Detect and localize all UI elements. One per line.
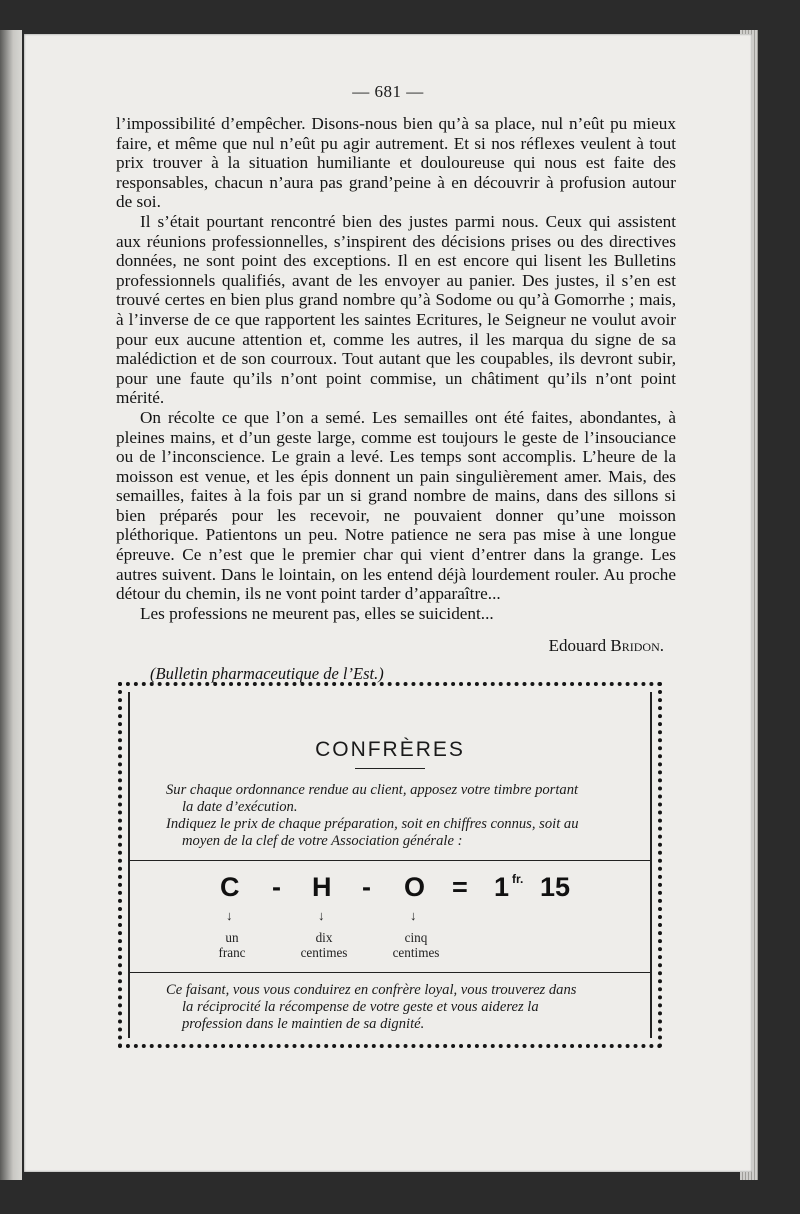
paragraph: On récolte ce que l’on a semé. Les semailles ont été faites, abondantes, à pleines mains, et d’un geste large, comme est toujours le geste de l’insouciance ou de l’inconscience. Le grain a levé. Les temps sont accomplis. L’heure de la moisson est venue, et les épis donnent un pain singulièrement amer. Mais, des semailles, faites à la fois par un si grand nombre de mains, dans des sillons si bien préparés pour les recevoir, ne pouvaient donner qu’une moisson pléthorique. Patientons un peu. Notre patience ne sera pas mise à une longue épreuve. Ce n’est que le premier char qui vient d’entrer dans la grange. Les autres suivent. Dans le lointain, on les entend déjà lourdement rouler. Au proche détour du chemin, ils ne vont point tarder d’apparaître... <box>116 407 676 604</box>
paragraph: Il s’était pourtant rencontré bien des justes parmi nous. Ceux qui assistent aux réunions professionnelles, s’inspirent des décisions prises ou des directives données, ne sont point des exceptions. Il en est encore qui lisent les Bulletins professionnels qualifiés, avant de les envoyer au panier. Des justes, il s’en est trouvé certes en bien plus grand nombre qu’à Sodome ou qu’à Gomorrhe ; mais, à l’inverse de ce que rapportent les saintes Ecritures, le Seigneur ne voulut avoir pour eux aucune attention et, comme les autres, il les marqua du signe de sa malédiction et de son courroux. Tout autant que les coupables, ils devront subir, pour une faute qu’ils n’ont point commise, un châtiment qu’ils n’ont point mérité. <box>116 211 676 408</box>
paragraph: l’impossibilité d’empêcher. Disons-nous bien qu’à sa place, nul n’eût pu mieux faire, et même que nul n’eût pu agir autrement. Et si nos réflexes veulent à tout prix trouver à la situation humiliante et douloureuse qui nous est faite des responsables, chacun n’aura pas grand’peine à en découvrir à profusion autour de soi. <box>116 114 676 212</box>
notice-instructions <box>166 782 646 850</box>
closing-line: la réciprocité la récompense de votre geste et vous aiderez la <box>182 999 539 1015</box>
legend-line: centimes <box>392 945 440 960</box>
price-francs-unit: fr. <box>512 872 524 886</box>
arrow-down-icon: ↓ <box>410 908 417 923</box>
code-dash: - <box>272 872 281 902</box>
legend-o <box>386 930 446 960</box>
facing-page-edge <box>0 30 22 1180</box>
code-letter-c: C <box>220 872 240 902</box>
title-underline <box>355 768 425 769</box>
arrow-down-icon: ↓ <box>226 908 233 923</box>
legend-line: franc <box>218 945 246 960</box>
price-francs: 1 <box>494 872 510 902</box>
instruction-line: moyen de la clef de votre Association générale : <box>182 833 463 849</box>
page-number: — 681 — <box>352 82 424 101</box>
instruction-line: Sur chaque ordonnance rendue au client, apposez votre timbre portant <box>166 782 579 798</box>
legend-line: centimes <box>300 945 348 960</box>
paragraph: Les professions ne meurent pas, elles se suicident... <box>140 603 494 623</box>
code-letter-o: O <box>404 872 426 902</box>
notice-box <box>118 682 662 1048</box>
divider-bottom <box>128 972 652 973</box>
notice-title: CONFRÈRES <box>315 738 465 761</box>
code-dash: - <box>362 872 371 902</box>
legend-line: cinq <box>404 930 428 945</box>
legend-c <box>202 930 262 960</box>
arrow-down-icon: ↓ <box>318 908 325 923</box>
legend-line: un <box>225 930 239 945</box>
equals-sign: = <box>452 872 468 902</box>
instruction-line: Indiquez le prix de chaque préparation, soit en chiffres connus, soit au <box>166 816 579 832</box>
author-last-name: Bridon. <box>610 636 664 655</box>
code-letter-h: H <box>312 872 332 902</box>
closing-line: Ce faisant, vous vous conduirez en confrère loyal, vous trouverez dans <box>166 982 577 998</box>
source-citation: (Bulletin pharmaceutique de l’Est.) <box>150 664 384 683</box>
document-page <box>24 34 752 1172</box>
price-cents: 15 <box>540 872 571 902</box>
notice-closing <box>166 982 650 1033</box>
author-signature <box>549 636 664 656</box>
divider-top <box>128 860 652 861</box>
author-first-name: Edouard <box>548 636 607 655</box>
legend-line: dix <box>315 930 333 945</box>
closing-line: profession dans le maintien de sa dignité. <box>182 1016 425 1032</box>
article-body <box>116 114 676 623</box>
legend-h <box>294 930 354 960</box>
instruction-line: la date d’exécution. <box>182 799 298 815</box>
